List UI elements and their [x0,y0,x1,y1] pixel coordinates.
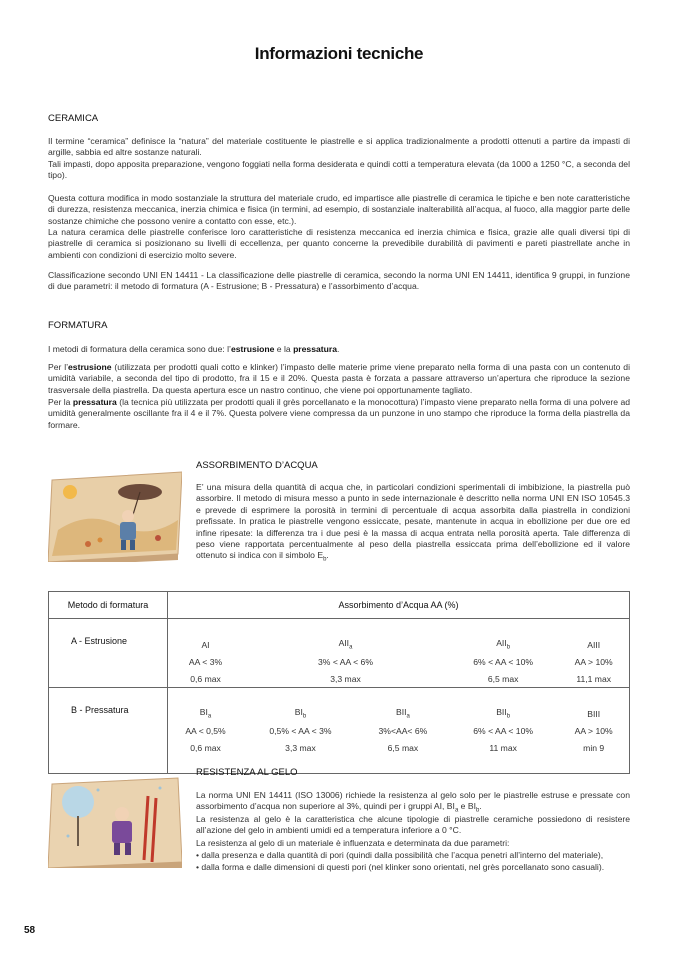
group-max: 6,5 max [387,742,419,753]
group-range: AA > 10% [574,656,613,667]
tile-illustration-snow [48,776,182,868]
group-range: 6% < AA < 10% [473,656,533,667]
formatura-estrusione: Per l’estrusione (utilizzata per prodotti quali cotto e klinker) l’impasto delle materie prime viene preparato nella forma di una pasta con un contenuto di umidità variabile, a seconda del tipo di prodotto, fra il 15 e il 20%. Questa pasta è forzata a passare attraverso un’apertura che riproduce la sezione trasversale della piastrella. Da questa apertura esce un nastro continuo, che viene poi opportunamente tagliato. [48,362,630,395]
group-name: AI [201,639,210,650]
group-name: $AII_a$ [338,638,353,651]
assorbimento-paragraph: E’ una misura della quantità di acqua che, in particolari condizioni sperimentali di imbibizione, la piastrella può assorbire. Il metodo di misura messo a punto in sede internazionale è descritto nella norma UNI EN ISO 10545.3 e prevede di esprimere la porosità in termini di percentuale di acqua assorbita dalla piastrella in condizioni prefissate. In pratica le piastrelle vengono essiccate, pesate, mantenute in acqua in ebollizione per due ore ed infine ripesate: la differenza tra i due pesi è la massa di acqua entrata nella porosità aperta. Tale differenza di peso viene rapportata percentualmente al peso della piastrella essiccata prima dell’ebollizione ed il valore ottenuto si indica con il simbolo $E_b$. [196,482,630,564]
group-range: 0,5% < AA < 3% [269,725,332,736]
page-number: 58 [24,925,36,936]
group-max: min 9 [583,742,605,753]
group-name: $BII_a$ [395,707,410,720]
ceramica-paragraph-4: La natura ceramica delle piastrelle conferisce loro caratteristiche di resistenza meccanica ed inerzia chimica e fisica, grazie alle quali diversi tipi di piastrelle di ceramica si posizionano su livelli di eccellenza, per quanto concerne la prevedibile durabilità di pavimenti e pareti piastrellate anche in ambienti con condizioni di esercizio molto severe. [48,227,630,260]
group-name: BIII [587,708,601,719]
group-range: 6% < AA < 10% [473,725,533,736]
tile-illustration-rain [48,470,182,562]
group-range: AA < 0,5% [185,725,226,736]
ceramica-paragraph-3: Questa cottura modifica in modo sostanziale la struttura del materiale crudo, ed impartisce alle piastrelle di ceramica le tipiche e ben note caratteristiche di durezza, resistenza meccanica, inerzia chimica e fisica (in termini, ad esempio, di sostanziale inalterabilità all’acqua, al fuoco, alla maggior parte delle sostanze chimiche che possono venire a contatto con esse, etc.). [48,193,630,226]
formatura-pressatura: Per la pressatura (la tecnica più utilizzata per prodotti quali il grès porcellanato e la monocottura) l’impasto viene preparato nella forma di una polvere ad umidità generalmente oscillante fra il 4 e il 7%. Questa polvere viene compressa da un punzone in uno stampo che riproduce la forma della piastrella da formare. [48,397,631,430]
group-max: 11 max [489,742,517,753]
group-max: 0,6 max [190,673,221,684]
group-name: $AII_b$ [496,638,511,651]
page-title: Informazioni tecniche [254,44,424,63]
group-max: 0,6 max [190,742,221,753]
group-range: AA > 10% [574,725,613,736]
group-max: 3,3 max [285,742,316,753]
group-name: $BI_a$ [199,707,212,720]
group-max: 6,5 max [487,673,519,684]
group-name: AIII [587,639,601,650]
gelo-paragraph-3: La resistenza al gelo di un materiale è influenzata e determinata da due parametri: [196,838,510,848]
section-heading-assorbimento: ASSORBIMENTO D’ACQUA [196,460,318,471]
section-heading-gelo: RESISTENZA AL GELO [196,767,298,778]
section-heading-formatura: FORMATURA [48,320,108,331]
ceramica-paragraph-5: Classificazione secondo UNI EN 14411 - La classificazione delle piastrelle di ceramica, secondo la norma UNI EN 14411, identifica 9 gruppi, in funzione di due parametri: il metodo di formatura (A - Estrusione; B - Pressatura) e l’assorbimento d’acqua. [48,270,630,292]
group-name: $BI_b$ [294,707,307,720]
ceramica-paragraph-1: Il termine “ceramica” definisce la “natura” del materiale costituente le piastrelle e si applica tradizionalmente a prodotti ottenuti a partire da impasti di argille, sabbia ed altre sostanze naturali. [48,136,630,158]
table-header-absorption: Assorbimento d’Acqua AA (%) [168,592,630,619]
table-header-method: Metodo di formatura [49,592,168,619]
ceramica-paragraph-2: Tali impasti, dopo apposita preparazione, vengono foggiati nella forma desiderata e quindi cotti a temperatura elevata (da 1000 a 1250 °C, a seconda del tipo). [48,159,630,181]
gelo-paragraph-1: La norma UNI EN 14411 (ISO 13006) richiede la resistenza al gelo solo per le piastrelle estruse e pressate con assorbimento d’acqua non superiore al 3%, quindi per i gruppi AI, $BI_a$ e $BI_b$. [196,790,630,815]
gelo-bullet-2: • dalla forma e dalle dimensioni di questi pori (nel klinker sono orientati, nel grès porcellanato sono casuali). [196,862,605,872]
gelo-bullet-1: • dalla presenza e dalla quantità di pori (quindi dalla possibilità che l’acqua penetri all’interno del materiale), [196,850,604,860]
gelo-paragraph-2: La resistenza al gelo è la caratteristica che alcune tipologie di piastrelle ceramiche possiedono di resistere all’azione del gelo in ambienti umidi ed a temperatura inferiore a 0 °C. [196,814,630,836]
group-range: AA < 3% [188,656,223,667]
group-range: 3% < AA < 6% [318,656,373,667]
group-max: 11,1 max [576,673,612,684]
row-label-pressatura: B - Pressatura [49,705,168,756]
row-label-estrusione: A - Estrusione [49,636,168,688]
group-name: $BII_b$ [496,707,511,720]
absorption-table [48,591,630,774]
group-range: 3%<AA< 6% [378,725,428,736]
group-max: 3,3 max [330,673,361,684]
formatura-intro: I metodi di formatura della ceramica sono due: l’estrusione e la pressatura. [48,344,340,354]
section-heading-ceramica: CERAMICA [48,113,99,124]
